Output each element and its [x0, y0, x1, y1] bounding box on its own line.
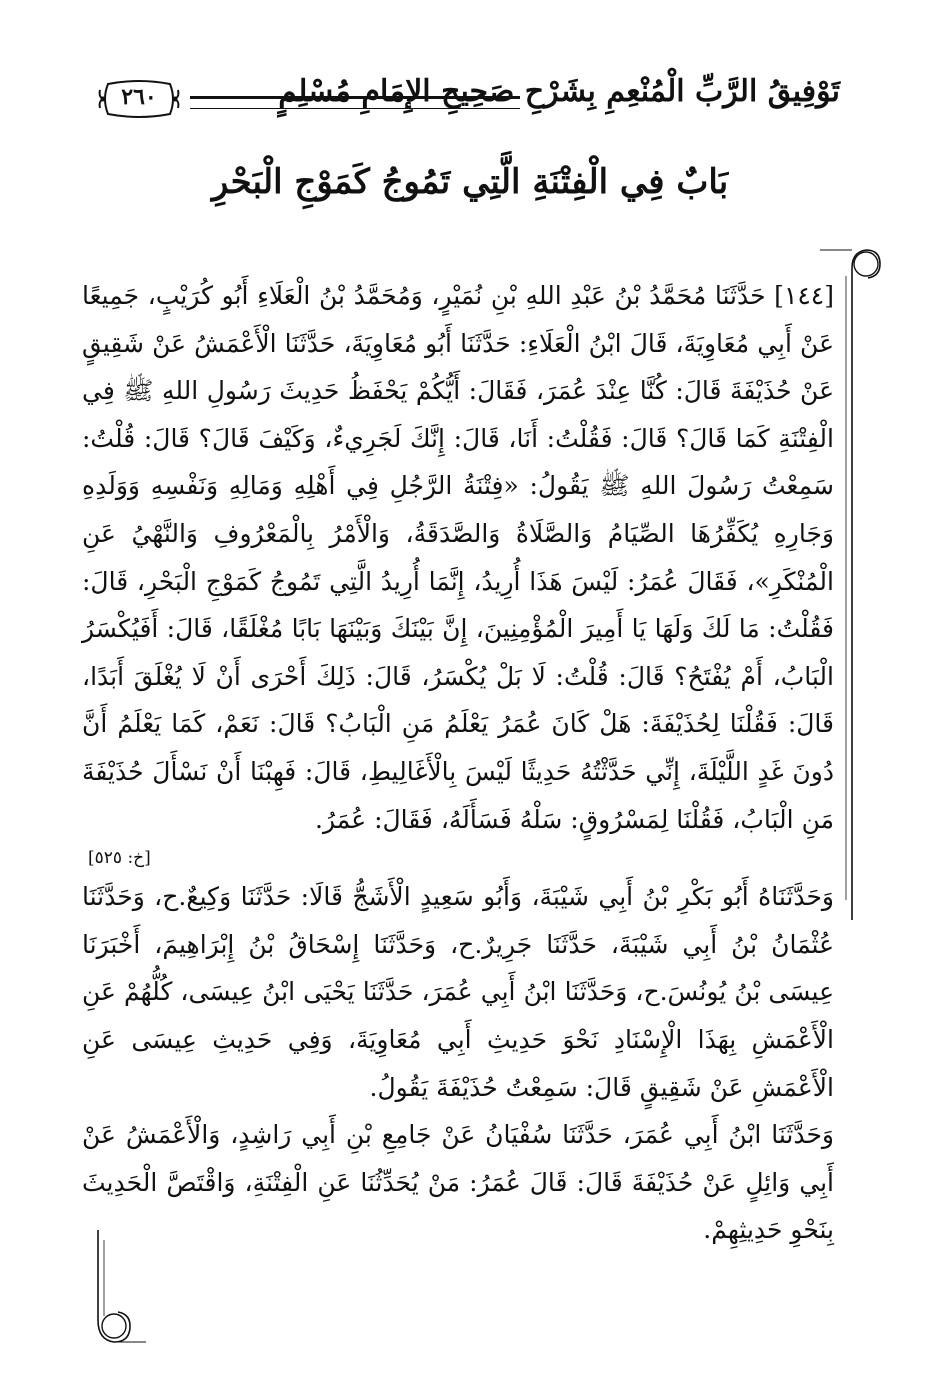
bukhari-reference: [خ: ٥٢٥]	[88, 848, 151, 869]
page-number: ٢٦٠	[121, 84, 157, 110]
page-number-ornament	[96, 76, 182, 122]
header-rule	[190, 96, 520, 109]
page-header	[96, 70, 840, 130]
book-title: تَوْفِيقُ الرَّبِّ الْمُنْعِمِ بِشَرْحِ صَحِيحِ الإِمَامِ مُسْلِمٍ	[278, 74, 840, 109]
chapter-title: بَابٌ فِي الْفِتْنَةِ الَّتِي تَمُوجُ كَمَوْجِ الْبَحْرِ	[211, 162, 729, 202]
hadith-paragraph-144: [١٤٤] حَدَّثَنَا مُحَمَّدُ بْنُ عَبْدِ اللهِ بْنِ نُمَيْرٍ، وَمُحَمَّدُ بْنُ الْعَلَاءِ أَبُو كُرَيْبٍ، جَمِيعًا عَنْ أَبِي مُعَاوِيَةَ، قَالَ ابْنُ الْعَلَاءِ: حَدَّثَنَا أَبُو مُعَاوِيَةَ، حَدَّثَنَا الْأَعْمَشُ عَنْ شَقِيقٍ عَنْ حُذَيْفَةَ قَالَ: كُنَّا عِنْدَ عُمَرَ، فَقَالَ: أَيُّكُمْ يَحْفَظُ حَدِيثَ رَسُولِ اللهِ ﷺ فِي الْفِتْنَةِ كَمَا قَالَ؟ قَالَ: فَقُلْتُ: أَنَا، قَالَ: إِنَّكَ لَجَرِيءٌ، وَكَيْفَ قَالَ؟ قَالَ: قُلْتُ: سَمِعْتُ رَسُولَ اللهِ ﷺ يَقُولُ: «فِتْنَةُ الرَّجُلِ فِي أَهْلِهِ وَمَالِهِ وَنَفْسِهِ وَوَلَدِهِ وَجَارِهِ يُكَفِّرُهَا الصِّيَامُ وَالصَّلَاةُ وَالصَّدَقَةُ، وَالْأَمْرُ بِالْمَعْرُوفِ وَالنَّهْيُ عَنِ الْمُنْكَرِ»، فَقَالَ عُمَرُ: لَيْسَ هَذَا أُرِيدُ، إِنَّمَا أُرِيدُ الَّتِي تَمُوجُ كَمَوْجِ الْبَحْرِ، قَالَ: فَقُلْتُ: مَا لَكَ وَلَهَا يَا أَمِيرَ الْمُؤْمِنِينَ، إِنَّ بَيْنَكَ وَبَيْنَهَا بَابًا مُغْلَقًا، قَالَ: أَفَيُكْسَرُ الْبَابُ، أَمْ يُفْتَحُ؟ قَالَ: قُلْتُ: لَا بَلْ يُكْسَرُ، قَالَ: ذَلِكَ أَحْرَى أَنْ لَا يُغْلَقَ أَبَدًا، قَالَ: فَقُلْنَا لِحُذَيْفَةَ: هَلْ كَانَ عُمَرُ يَعْلَمُ مَنِ الْبَابُ؟ قَالَ: نَعَمْ، كَمَا يَعْلَمُ أَنَّ دُونَ غَدٍ اللَّيْلَةَ، إِنِّي حَدَّثْتُهُ حَدِيثًا لَيْسَ بِالْأَغَالِيطِ، قَالَ: فَهِبْنَا أَنْ نَسْأَلَ حُذَيْفَةَ مَنِ الْبَابُ، فَقُلْنَا لِمَسْرُوقٍ: سَلْهُ فَسَأَلَهُ، فَقَالَ: عُمَرُ.	[82, 281, 834, 834]
chain-paragraph: وَحَدَّثَنَاهُ أَبُو بَكْرِ بْنُ أَبِي شَيْبَةَ، وَأَبُو سَعِيدٍ الْأَشَجُّ قَالَا: حَدَّثَنَا وَكِيعٌ.ح، وَحَدَّثَنَا عُثْمَانُ بْنُ أَبِي شَيْبَةَ، حَدَّثَنَا جَرِيرٌ.ح، وَحَدَّثَنَا إِسْحَاقُ بْنُ إِبْرَاهِيمَ، أَخْبَرَنَا عِيسَى بْنُ يُونُسَ.ح، وَحَدَّثَنَا ابْنُ أَبِي عُمَرَ، حَدَّثَنَا يَحْيَى ابْنُ عِيسَى، كُلُّهُمْ عَنِ الْأَعْمَشِ بِهَذَا الْإِسْنَادِ نَحْوَ حَدِيثِ أَبِي مُعَاوِيَةَ، وَفِي حَدِيثِ عِيسَى عَنِ الْأَعْمَشِ عَنْ شَقِيقٍ قَالَ: سَمِعْتُ حُذَيْفَةَ يَقُولُ.	[82, 882, 834, 1102]
main-text	[82, 272, 834, 1254]
chain-paragraph-2: وَحَدَّثَنَا ابْنُ أَبِي عُمَرَ، حَدَّثَنَا سُفْيَانُ عَنْ جَامِعِ بْنِ أَبِي رَاشِدٍ، وَالْأَعْمَشُ عَنْ أَبِي وَائِلٍ عَنْ حُذَيْفَةَ قَالَ: قَالَ عُمَرُ: مَنْ يُحَدِّثُنَا عَنِ الْفِتْنَةِ، وَاقْتَصَّ الْحَدِيثَ بِنَحْوِ حَدِيثِهِمْ.	[82, 1120, 834, 1245]
